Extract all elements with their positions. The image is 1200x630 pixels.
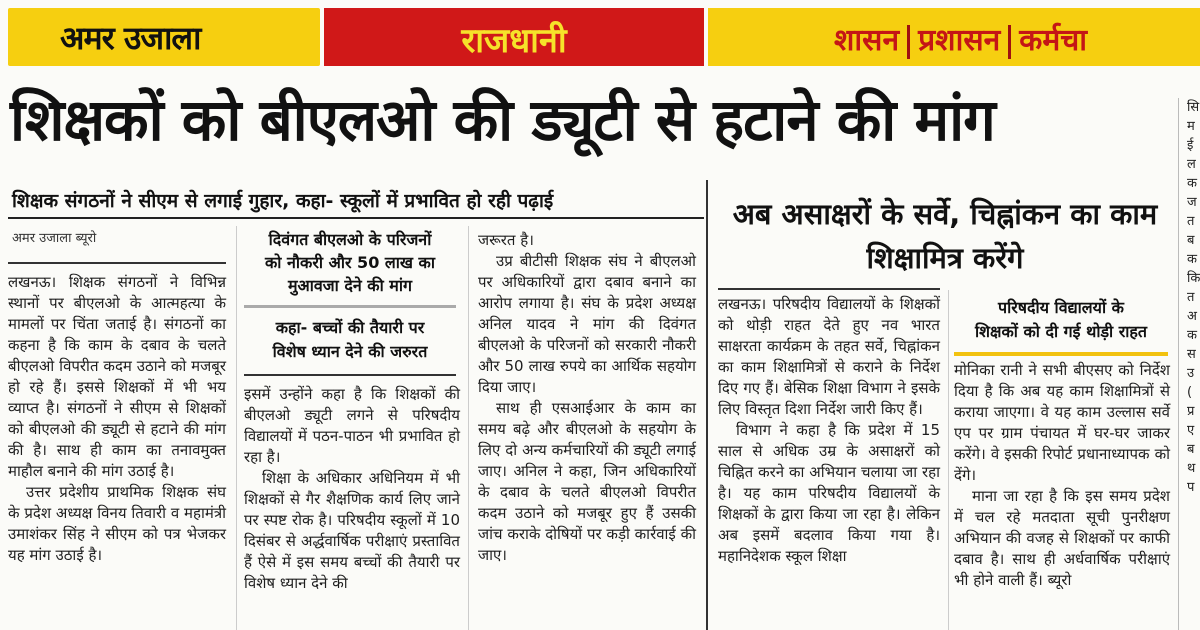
column-divider xyxy=(468,226,469,630)
column-divider xyxy=(236,226,237,630)
section-title: राजधानी xyxy=(461,21,567,61)
fragment-char: ब xyxy=(1187,442,1195,457)
fragment-char: सि xyxy=(1187,100,1200,115)
highlight-rule xyxy=(244,305,456,308)
fragment-char: ए xyxy=(1187,423,1195,438)
paragraph: लखनऊ। शिक्षक संगठनों ने विभिन्न स्थानों पर बीएलओ के आत्महत्या के मामलों पर चिंता जताई है। संगठनों का कहना है कि काम के दबाव के चलते बीएलओ विपरीत कदम उठाने को मजबूर हो रहे हैं। इससे शिक्षकों में भी भय व्याप्त है। संगठनों ने सीएम से शिक्षकों को बीएलओ की ड्यूटी से हटाने की मांग की है। साथ ही काम का तनावमुक्त माहौल बनाने की मांग उठाई है। xyxy=(8,273,226,480)
byline-rule xyxy=(8,262,226,264)
column-divider xyxy=(948,290,949,630)
paragraph: जरूरत है। xyxy=(478,231,534,249)
fragment-char: क xyxy=(1187,176,1197,191)
second-story-headline: अब असाक्षरों के सर्वे, चिह्नांकन का काम शिक्षामित्र करेंगे xyxy=(732,197,1158,275)
second-story-column-2 xyxy=(954,360,1170,591)
fragment-char: ज xyxy=(1187,195,1197,210)
section-band xyxy=(324,8,704,66)
tag-separator xyxy=(1008,25,1011,59)
fragment-char: ल xyxy=(1187,157,1196,172)
highlight-box-preparation xyxy=(244,316,456,364)
fragment-char: उ xyxy=(1187,366,1195,381)
paragraph: विभाग ने कहा है कि प्रदेश में 15 साल से अधिक उम्र के असाक्षरों को चिह्नित करने का अभियान चलाया जा रहा है। यह काम परिषदीय विद्यालयों के शिक्षकों के द्वारा किया जा रहा है। लेकिन अब इसमें बदलाव किया गया है। महानिदेशक स्कूल शिक्षा xyxy=(718,421,940,565)
byline: अमर उजाला ब्यूरो xyxy=(12,231,97,246)
paragraph: मोनिका रानी ने सभी बीएसए को निर्देश दिया है कि अब यह काम शिक्षामित्रों से कराया जाएगा। वे यह काम उल्लास सर्वे एप पर ग्राम पंचायत में घर-घर जाकर करेंगे। वे इसकी रिपोर्ट प्रधानाध्यापक को देंगे। xyxy=(954,361,1170,484)
tag-shasan: शासन xyxy=(834,23,900,58)
fragment-char: कि xyxy=(1187,271,1200,286)
highlight-line: मुआवजा देने की मांग xyxy=(287,276,413,295)
article-column-2 xyxy=(244,384,460,594)
adjacent-column-fragment xyxy=(1178,98,1200,630)
tag-karmachari: कर्मचा xyxy=(1019,23,1088,58)
tag-prashasan: प्रशासन xyxy=(918,23,1001,58)
fragment-char: अ xyxy=(1187,309,1197,324)
story-divider xyxy=(706,180,708,630)
masthead-logo-band xyxy=(8,8,320,66)
fragment-char: क xyxy=(1187,328,1197,343)
second-story-rule xyxy=(718,288,940,290)
fragment-char: त xyxy=(1187,290,1195,305)
tags-band xyxy=(708,8,1200,66)
section-tags xyxy=(834,18,1087,59)
second-story-column-1 xyxy=(718,294,940,567)
paragraph: माना जा रहा है कि इस समय प्रदेश में चल रहे मतदाता सूची पुनरीक्षण अभियान की वजह से शिक्षकों पर काफी दबाव है। साथ ही अर्धवार्षिक परीक्षाएं भी होने वाली हैं। ब्यूरो xyxy=(954,487,1170,589)
paragraph: उप्र बीटीसी शिक्षक संघ ने बीएलओ पर अधिकारियों द्वारा दबाव बनाने का आरोप लगाया है। संघ के प्रदेश अध्यक्ष अनिल यादव ने मांग की दिवंगत बीएलओ के परिजनों को सरकारी नौकरी और 50 लाख रुपये का आर्थिक सहयोग दिया जाए। xyxy=(478,252,696,396)
fragment-char: ब xyxy=(1187,233,1195,248)
article-column-3 xyxy=(478,230,696,566)
highlight-box-relief xyxy=(954,296,1168,344)
fragment-char: म xyxy=(1187,119,1195,134)
tag-separator xyxy=(907,25,910,59)
main-headline: शिक्षकों को बीएलओ की ड्यूटी से हटाने की मांग xyxy=(10,86,995,154)
subheadline: शिक्षक संगठनों ने सीएम से लगाई गुहार, कहा- स्कूलों में प्रभावित हो रही पढ़ाई xyxy=(12,190,554,212)
fragment-char: ई xyxy=(1187,138,1194,153)
fragment-char: क xyxy=(1187,252,1197,267)
highlight-line: विशेष ध्यान देने की जरुरत xyxy=(272,342,428,361)
fragment-char: त xyxy=(1187,214,1195,229)
fragment-char: प xyxy=(1187,480,1195,495)
fragment-char: ( xyxy=(1187,385,1193,400)
highlight-line: दिवंगत बीएलओ के परिजनों xyxy=(268,230,432,249)
highlight-line: को नौकरी और 50 लाख का xyxy=(265,253,435,272)
paragraph: साथ ही एसआईआर के काम का समय बढ़े और बीएलओ के सहयोग के लिए दो अन्य कर्मचारियों की ड्यूटी लगाई जाए। अनिल ने कहा, जिन अधिकारियों के दबाव के चलते बीएलओ विपरीत कदम उठाने को मजबूर हुए हैं उसकी जांच कराके दोषियों पर कड़ी कार्रवाई की जाए। xyxy=(478,399,696,564)
highlight-rule xyxy=(244,374,456,376)
subhead-rule xyxy=(8,217,704,219)
highlight-line: शिक्षकों को दी गई थोड़ी राहत xyxy=(974,322,1148,341)
highlight-box-compensation xyxy=(244,228,456,297)
fragment-char: थ xyxy=(1187,461,1196,476)
paragraph: शिक्षा के अधिकार अधिनियम में भी शिक्षकों से गैर शैक्षणिक कार्य लिए जाने पर स्पष्ट रोक है। परिषदीय स्कूलों में 10 दिसंबर से अर्द्धवार्षिक परीक्षाएं प्रस्तावित हैं ऐसे में इस समय बच्चों की तैयारी पर विशेष ध्यान देने की xyxy=(244,469,460,592)
paragraph: उत्तर प्रदेशीय प्राथमिक शिक्षक संघ के प्रदेश अध्यक्ष विनय तिवारी व महामंत्री उमाशंकर सिंह ने सीएम को पत्र भेजकर यह मांग उठाई है। xyxy=(8,483,226,564)
highlight-rule-yellow xyxy=(954,352,1168,356)
fragment-char: प्र xyxy=(1187,404,1195,419)
highlight-line: कहा- बच्चों की तैयारी पर xyxy=(275,318,425,337)
paragraph: लखनऊ। परिषदीय विद्यालयों के शिक्षकों को थोड़ी राहत देते हुए नव भारत साक्षरता कार्यक्रम के तहत सर्वे, चिह्नांकन का काम शिक्षामित्रों से कराने के निर्देश दिए गए हैं। बेसिक शिक्षा विभाग ने इसके लिए विस्तृत दिशा निर्देश जारी किए हैं। xyxy=(718,295,940,418)
paragraph: इसमें उन्होंने कहा है कि शिक्षकों की बीएलओ ड्यूटी लगने से परिषदीय विद्यालयों में पठन-पाठन भी प्रभावित हो रहा है। xyxy=(244,385,460,466)
article-column-1 xyxy=(8,272,226,566)
highlight-line: परिषदीय विद्यालयों के xyxy=(998,298,1124,317)
fragment-char: स xyxy=(1187,347,1196,362)
newspaper-logo: अमर उजाला xyxy=(60,19,201,57)
